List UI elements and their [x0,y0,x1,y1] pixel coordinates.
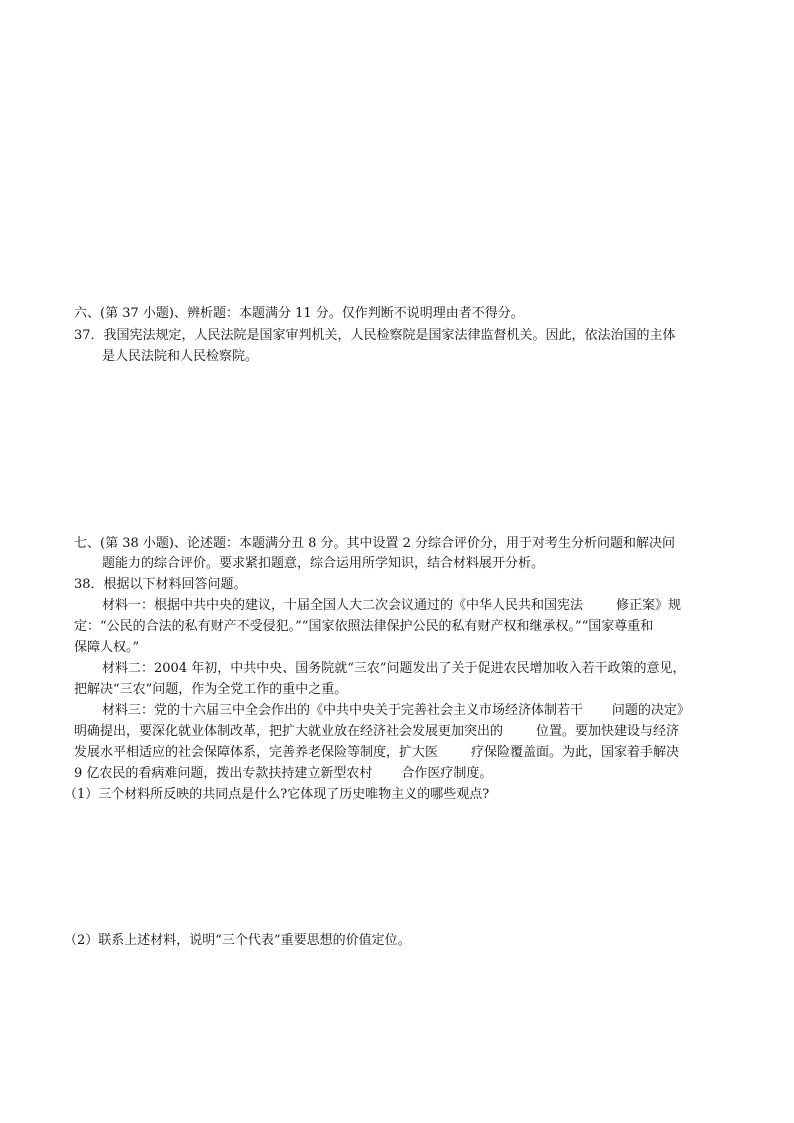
question37-line2: 是人民法院和人民检察院。 [102,349,259,364]
subquestion2: （2）联系上述材料，说明“三个代表”重要思想的价值定位。 [64,933,411,948]
material1-line1: 材料一：根据中共中央的建议，十届全国人大二次会议通过的《中华人民共和国宪法 修正案》规 [102,598,682,613]
section6-heading: 六、(第 37 小题)、辨析题：本题满分 11 分。仅作判断不说明理由者不得分。 [74,306,524,321]
material1-line2: 定：“公民的合法的私有财产不受侵犯。”“国家依照法律保护公民的私有财产权和继承权。”“国家尊重和 [74,619,654,634]
material3-line1: 材料三：党的十六届三中全会作出的《中共中央关于完善社会主义市场经济体制若干 问题的决定》 [102,703,690,718]
material3-line2: 明确提出，要深化就业体制改革，把扩大就业放在经济社会发展更加突出的 位置。要加快建设与经济 [74,724,680,739]
question38: 38．根据以下材料回答问题。 [74,577,247,592]
material3-line3: 发展水平相适应的社会保障体系，完善养老保险等制度，扩大医 疗保险覆盖面。为此，国家着手解决 [74,745,680,760]
material1-line3: 保障人权。” [74,640,140,655]
material3-line4: 9 亿农民的看病难问题，拨出专款扶持建立新型农村 合作医疗制度。 [74,766,493,781]
subquestion1: （1）三个材料所反映的共同点是什么?它体现了历史唯物主义的哪些观点? [64,787,490,802]
question37-line1: 37．我国宪法规定，人民法院是国家审判机关，人民检察院是国家法律监督机关。因此，依法治国的主体 [74,328,676,343]
section7-heading-line1: 七、(第 38 小题)、论述题：本题满分丑 8 分。其中设置 2 分综合评价分，用于对考生分析问题和解决问 [74,536,676,551]
material2-line2: 把解决“三农”问题，作为全党工作的重中之重。 [74,682,348,697]
material2-line1: 材料二：2004 年初，中共中央、国务院就“三农”问题发出了关于促进农民增加收入若干政策的意见， [102,661,686,676]
section7-heading-line2: 题能力的综合评价。要求紧扣题意，综合运用所学知识，结合材料展开分析。 [102,556,545,571]
